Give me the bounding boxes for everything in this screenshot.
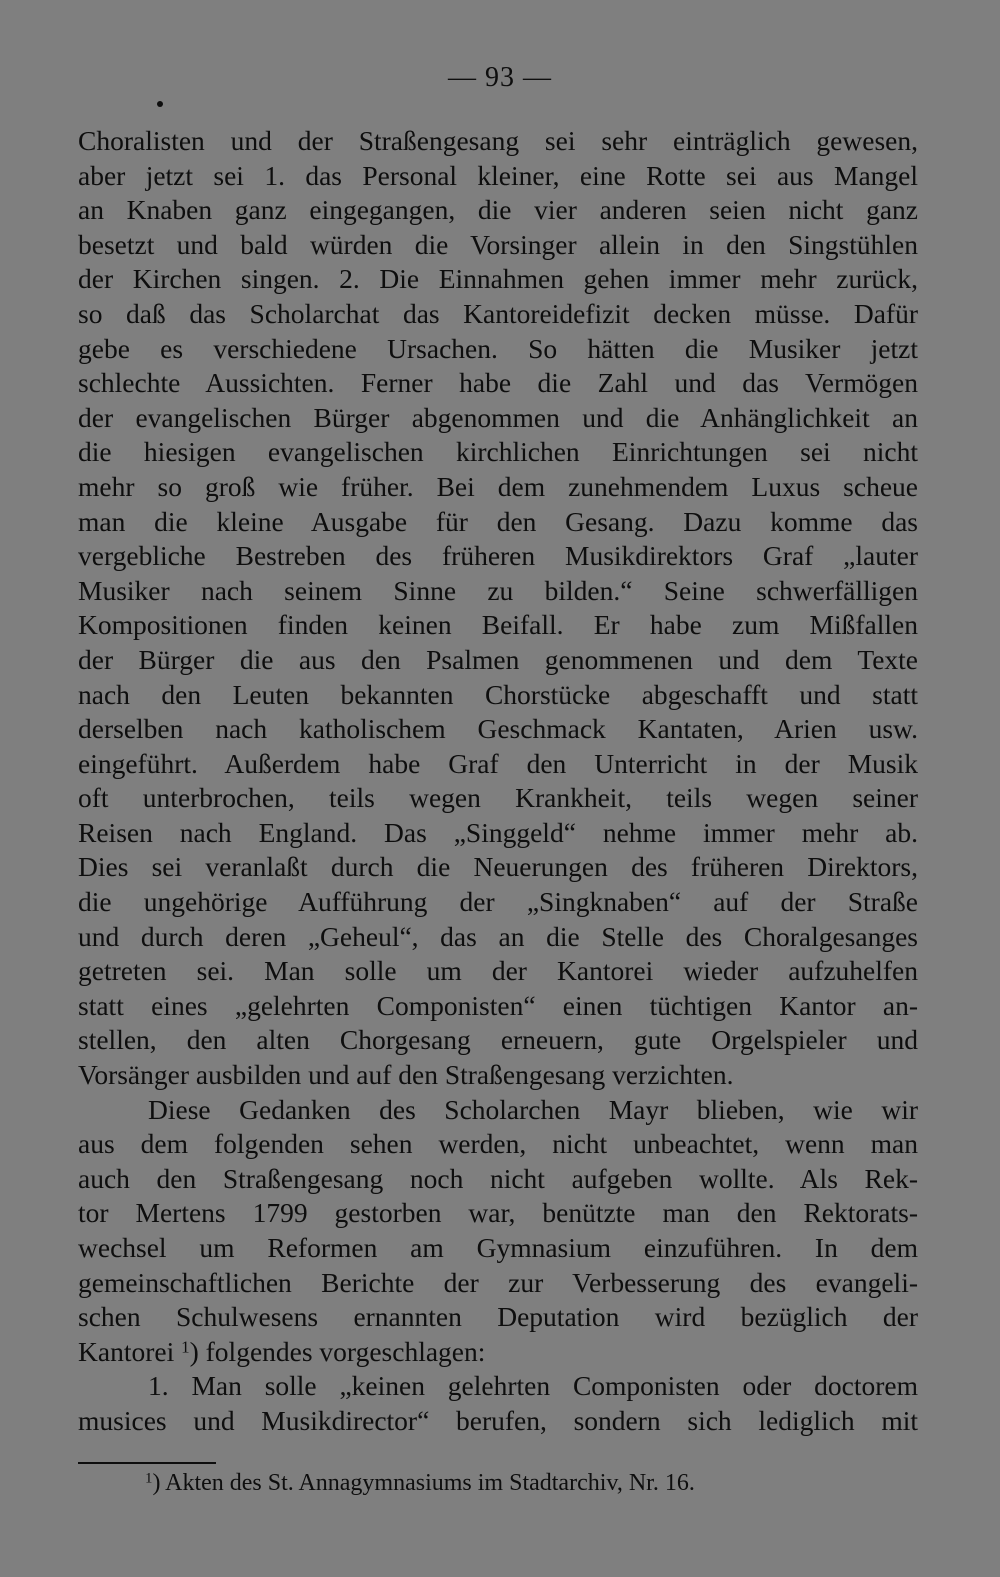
ink-speck: [157, 101, 163, 107]
text-line: an Knaben ganz eingegangen, die vier anderen seien nicht ganz: [78, 194, 918, 226]
body-text: [78, 124, 918, 1439]
text-line: Dies sei veranlaßt durch die Neuerungen des früheren Direktors,: [78, 851, 918, 883]
text-line: tor Mertens 1799 gestorben war, benützte man den Rektorats-: [78, 1197, 918, 1229]
text-line: mehr so groß wie früher. Bei dem zunehmendem Luxus scheue: [78, 470, 918, 502]
text-span: ) folgendes vorgeschlagen:: [189, 1335, 486, 1367]
text-line: eingeführt. Außerdem habe Graf den Unterricht in der Musik: [78, 747, 918, 779]
text-line: schen Schulwesens ernannten Deputation wird bezüglich der: [78, 1301, 918, 1333]
text-line: aber jetzt sei 1. das Personal kleiner, eine Rotte sei aus Mangel: [78, 159, 918, 191]
text-line: so daß das Scholarchat das Kantoreidefizit decken müsse. Dafür: [78, 297, 918, 329]
text-line: Musiker nach seinem Sinne zu bilden.“ Seine schwerfälligen: [78, 574, 918, 606]
paragraph-3: [78, 1369, 918, 1438]
text-line: 1. Man solle „keinen gelehrten Componisten oder doctorem: [148, 1370, 918, 1402]
text-line: schlechte Aussichten. Ferner habe die Zahl und das Vermögen: [78, 367, 918, 399]
paragraph-1: [78, 124, 918, 1093]
page-number: — 93 —: [448, 62, 552, 93]
text-line: der Kirchen singen. 2. Die Einnahmen gehen immer mehr zurück,: [78, 263, 918, 295]
text-line: und durch deren „Geheul“, das an die Stelle des Choralgesanges: [78, 920, 918, 952]
text-line: Diese Gedanken des Scholarchen Mayr blieben, wie wir: [148, 1093, 918, 1125]
text-line: wechsel um Reformen am Gymnasium einzuführen. In dem: [78, 1232, 918, 1263]
footnote-reference: 1: [181, 1337, 190, 1357]
text-line: Kompositionen finden keinen Beifall. Er habe zum Mißfallen: [78, 609, 918, 641]
footnote: [145, 1468, 695, 1498]
text-line: nach den Leuten bekannten Chorstücke abgeschafft und statt: [78, 678, 918, 710]
text-line: Reisen nach England. Das „Singgeld“ nehme immer mehr ab.: [78, 816, 918, 848]
text-line: man die kleine Ausgabe für den Gesang. Dazu komme das: [78, 505, 918, 537]
text-line: die ungehörige Aufführung der „Singknaben“ auf der Straße: [78, 886, 918, 918]
footnote-marker: 1: [145, 1470, 153, 1487]
text-line: stellen, den alten Chorgesang erneuern, gute Orgelspieler und: [78, 1024, 918, 1056]
text-line: besetzt und bald würden die Vorsinger allein in den Singstühlen: [78, 228, 918, 260]
text-line: gebe es verschiedene Ursachen. So hätten die Musiker jetzt: [78, 332, 918, 364]
text-line: oft unterbrochen, teils wegen Krankheit, teils wegen seiner: [78, 782, 918, 814]
text-line: statt eines „gelehrten Componisten“ einen tüchtigen Kantor an-: [78, 989, 918, 1021]
text-line: Choralisten und der Straßengesang sei sehr einträglich gewesen,: [78, 125, 918, 156]
text-line: gemeinschaftlichen Berichte der zur Verbesserung des evangeli-: [78, 1266, 918, 1298]
footnote-text: ) Akten des St. Annagymnasiums im Stadtarchiv, Nr. 16.: [152, 1470, 695, 1496]
text-span: Kantorei: [78, 1335, 182, 1367]
text-line: Vorsänger ausbilden und auf den Straßengesang verzichten.: [78, 1059, 734, 1091]
text-line: getreten sei. Man solle um der Kantorei wieder aufzuhelfen: [78, 955, 918, 987]
text-line: der Bürger die aus den Psalmen genommenen und dem Texte: [78, 643, 918, 675]
text-line: vergebliche Bestreben des früheren Musikdirektors Graf „lauter: [78, 540, 918, 572]
paragraph-2: [78, 1093, 918, 1370]
footnote-divider: [78, 1462, 216, 1464]
text-line: musices und Musikdirector“ berufen, sondern sich lediglich mit: [78, 1404, 918, 1436]
text-line: auch den Straßengesang noch nicht aufgeben wollte. Als Rek-: [78, 1162, 918, 1194]
text-line: derselben nach katholischem Geschmack Kantaten, Arien usw.: [78, 713, 918, 745]
text-line: [78, 1335, 918, 1370]
text-line: die hiesigen evangelischen kirchlichen Einrichtungen sei nicht: [78, 436, 918, 468]
text-line: aus dem folgenden sehen werden, nicht unbeachtet, wenn man: [78, 1128, 918, 1160]
text-line: der evangelischen Bürger abgenommen und die Anhänglichkeit an: [78, 401, 918, 433]
